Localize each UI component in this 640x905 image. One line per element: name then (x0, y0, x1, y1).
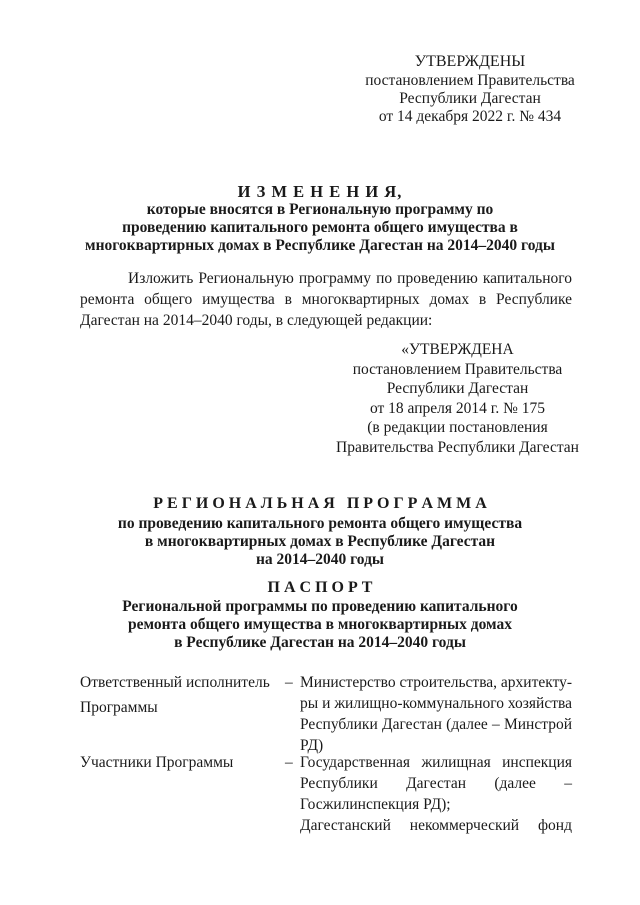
approval-title: УТВЕРЖДЕНЫ (414, 53, 526, 70)
passport-subtitle-line: ремонта общего имущества в многоквартирных домах (127, 616, 512, 633)
program-title: Р Е Г И О Н А Л Ь Н А Я П Р О Г Р А М М А (153, 495, 487, 512)
passport-row-dash: – (285, 674, 293, 691)
approval-line: от 14 декабря 2022 г. № 434 (378, 108, 562, 125)
approval-header (355, 52, 585, 126)
label-line: Программы (80, 699, 158, 716)
program-subtitle-line: на 2014–2040 годы (255, 551, 385, 568)
value-line: Государственная жилищная инспекция (300, 754, 572, 771)
passport-row-label (80, 672, 280, 718)
value-line: ры и жилищно-коммунального хозяйства (300, 695, 572, 712)
paragraph-line: Дагестан на 2014–2040 годы, в следующей редакции: (80, 312, 433, 329)
program-subtitle-line: по проведению капитального ремонта общего имущества (117, 515, 523, 532)
approved-line: от 18 апреля 2014 г. № 175 (369, 399, 546, 417)
changes-subtitle-line: многоквартирных домах в Республике Дагестан на 2014–2040 годы (85, 237, 555, 254)
program-subtitle-line: в многоквартирных домах в Республике Дагестан (144, 533, 496, 550)
passport-row-value (300, 672, 572, 756)
paragraph-line: ремонта общего имущества в многоквартирных домах в Республике (80, 291, 572, 308)
passport-title: П А С П О Р Т (267, 579, 373, 596)
passport-row-value (300, 752, 572, 836)
approval-line: Республики Дагестан (399, 90, 541, 107)
value-line: Министерство строительства, архитекту- (300, 674, 573, 691)
approved-line: Правительства Республики Дагестан (336, 438, 579, 456)
label-line: Участники Программы (80, 754, 234, 771)
passport-subtitle-line: в Республике Дагестан на 2014–2040 годы (174, 634, 466, 651)
approved-line: постановлением Правительства (352, 360, 563, 378)
passport-row-label (80, 752, 280, 773)
value-line: РД) (300, 737, 324, 754)
paragraph-line: Изложить Региональную программу по проведению капитального (128, 270, 572, 287)
label-line: Ответственный исполнитель (80, 674, 270, 691)
value-line: Республики Дагестан (далее – Минстрой (300, 716, 572, 733)
changes-subtitle-line: проведению капитального ремонта общего имущества в (122, 219, 518, 236)
passport-subtitle-line: Региональной программы по проведению капитального (122, 598, 518, 615)
changes-subtitle-line: которые вносятся в Региональную программу по (146, 201, 494, 218)
changes-title: И З М Е Н Е Н И Я, (237, 182, 403, 201)
approved-line: Республики Дагестан (386, 380, 529, 397)
value-line: Дагестанский некоммерческий фонд (300, 817, 572, 834)
approved-block (330, 340, 585, 457)
approved-line: «УТВЕРЖДЕНА (401, 341, 514, 358)
approval-line: постановлением Правительства (365, 72, 575, 89)
passport-row-dash: – (285, 754, 293, 771)
intro-paragraph (80, 268, 572, 331)
approved-line: (в редакции постановления (367, 419, 548, 436)
value-line: Республики Дагестан (далее – (300, 775, 572, 792)
value-line: Госжилинспекция РД); (300, 796, 451, 813)
